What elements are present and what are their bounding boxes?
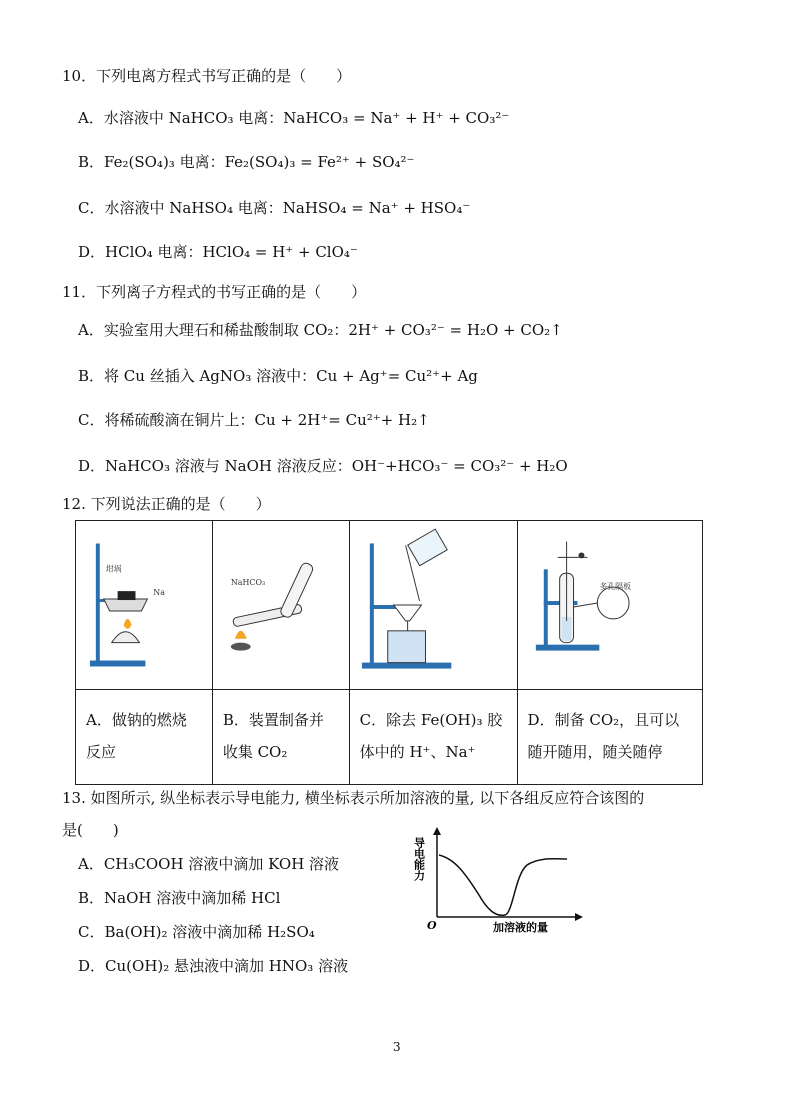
caption-d-line1: D．制备 CO₂，且可以 — [527, 711, 680, 729]
q13-option-b: B．NaOH 溶液中滴加稀 HCl — [78, 889, 281, 907]
caption-c — [349, 690, 517, 785]
y-axis-arrow — [433, 827, 441, 835]
q11-option-c: C．将稀硫酸滴在铜片上：Cu + 2H⁺= Cu²⁺+ H₂↑ — [78, 411, 430, 429]
q11-option-d: D．NaHCO₃ 溶液与 NaOH 溶液反应：OH⁻+HCO₃⁻ = CO₃²⁻ + H₂O — [78, 457, 568, 475]
q10-stem: 10．下列电离方程式书写正确的是（ ） — [62, 67, 352, 85]
y-axis-label: 导电能力 — [412, 837, 426, 881]
caption-a-line1: A．做钠的燃烧 — [86, 711, 187, 729]
q13-option-c: C．Ba(OH)₂ 溶液中滴加稀 H₂SO₄ — [78, 923, 315, 941]
caption-c-line1: C．除去 Fe(OH)₃ 胶 — [359, 711, 503, 729]
q11-option-b: B．将 Cu 丝插入 AgNO₃ 溶液中：Cu + Ag⁺= Cu²⁺+ Ag — [78, 367, 478, 385]
caption-b-line1: B．装置制备并 — [222, 711, 324, 729]
conductivity-graph — [412, 825, 590, 940]
q10-option-d: D．HClO₄ 电离：HClO₄ = H⁺ + ClO₄⁻ — [78, 243, 358, 261]
page-number: 3 — [393, 1040, 401, 1054]
caption-b-line2: 收集 CO₂ — [222, 743, 288, 761]
q10-option-b: B．Fe₂(SO₄)₃ 电离：Fe₂(SO₄)₃ = Fe²⁺ + SO₄²⁻ — [78, 153, 415, 171]
q12-figure-table — [75, 520, 703, 785]
caption-d — [517, 690, 702, 785]
figure-d-cell — [517, 521, 702, 690]
porous-plate-label: 多孔隔板 — [598, 582, 631, 592]
q13-stem-line2: 是( ) — [62, 821, 119, 839]
q11-stem: 11．下列离子方程式的书写正确的是（ ） — [62, 283, 367, 301]
co2-generator-figure — [518, 521, 702, 689]
figure-c-cell — [349, 521, 517, 690]
x-axis-label: 加溶液的量 — [493, 921, 548, 934]
origin-label: O — [427, 919, 437, 932]
figure-b-cell — [212, 521, 349, 690]
q11-option-a: A．实验室用大理石和稀盐酸制取 CO₂：2H⁺ + CO₃²⁻ = H₂O + CO₂↑ — [78, 321, 563, 339]
nahco3-label: NaHCO₃ — [230, 578, 265, 588]
caption-a-line2: 反应 — [86, 743, 117, 761]
figure-a-cell — [76, 521, 213, 690]
crucible-label: 坩埚 — [105, 564, 122, 574]
na-label: Na — [153, 588, 165, 598]
sodium-burning-apparatus-figure — [76, 521, 212, 689]
q10-option-a: A．水溶液中 NaHCO₃ 电离：NaHCO₃ = Na⁺ + H⁺ + CO₃²⁻ — [78, 109, 510, 127]
q12-stem: 12. 下列说法正确的是（ ） — [62, 495, 271, 513]
q13-stem-line1: 13. 如图所示, 纵坐标表示导电能力, 横坐标表示所加溶液的量, 以下各组反应符合该图的 — [62, 789, 645, 807]
q10-option-c: C．水溶液中 NaHSO₄ 电离：NaHSO₄ = Na⁺ + HSO₄⁻ — [78, 199, 471, 217]
caption-a — [76, 690, 213, 785]
conductivity-curve — [439, 855, 567, 915]
nahco3-heating-figure — [213, 521, 349, 689]
filtration-figure — [350, 521, 517, 689]
caption-b — [212, 690, 349, 785]
q13-option-d: D．Cu(OH)₂ 悬浊液中滴加 HNO₃ 溶液 — [78, 957, 349, 975]
caption-d-line2: 随开随用，随关随停 — [527, 743, 663, 761]
q13-option-a: A．CH₃COOH 溶液中滴加 KOH 溶液 — [78, 855, 340, 873]
caption-c-line2: 体中的 H⁺、Na⁺ — [359, 743, 476, 761]
x-axis-arrow — [575, 913, 583, 921]
